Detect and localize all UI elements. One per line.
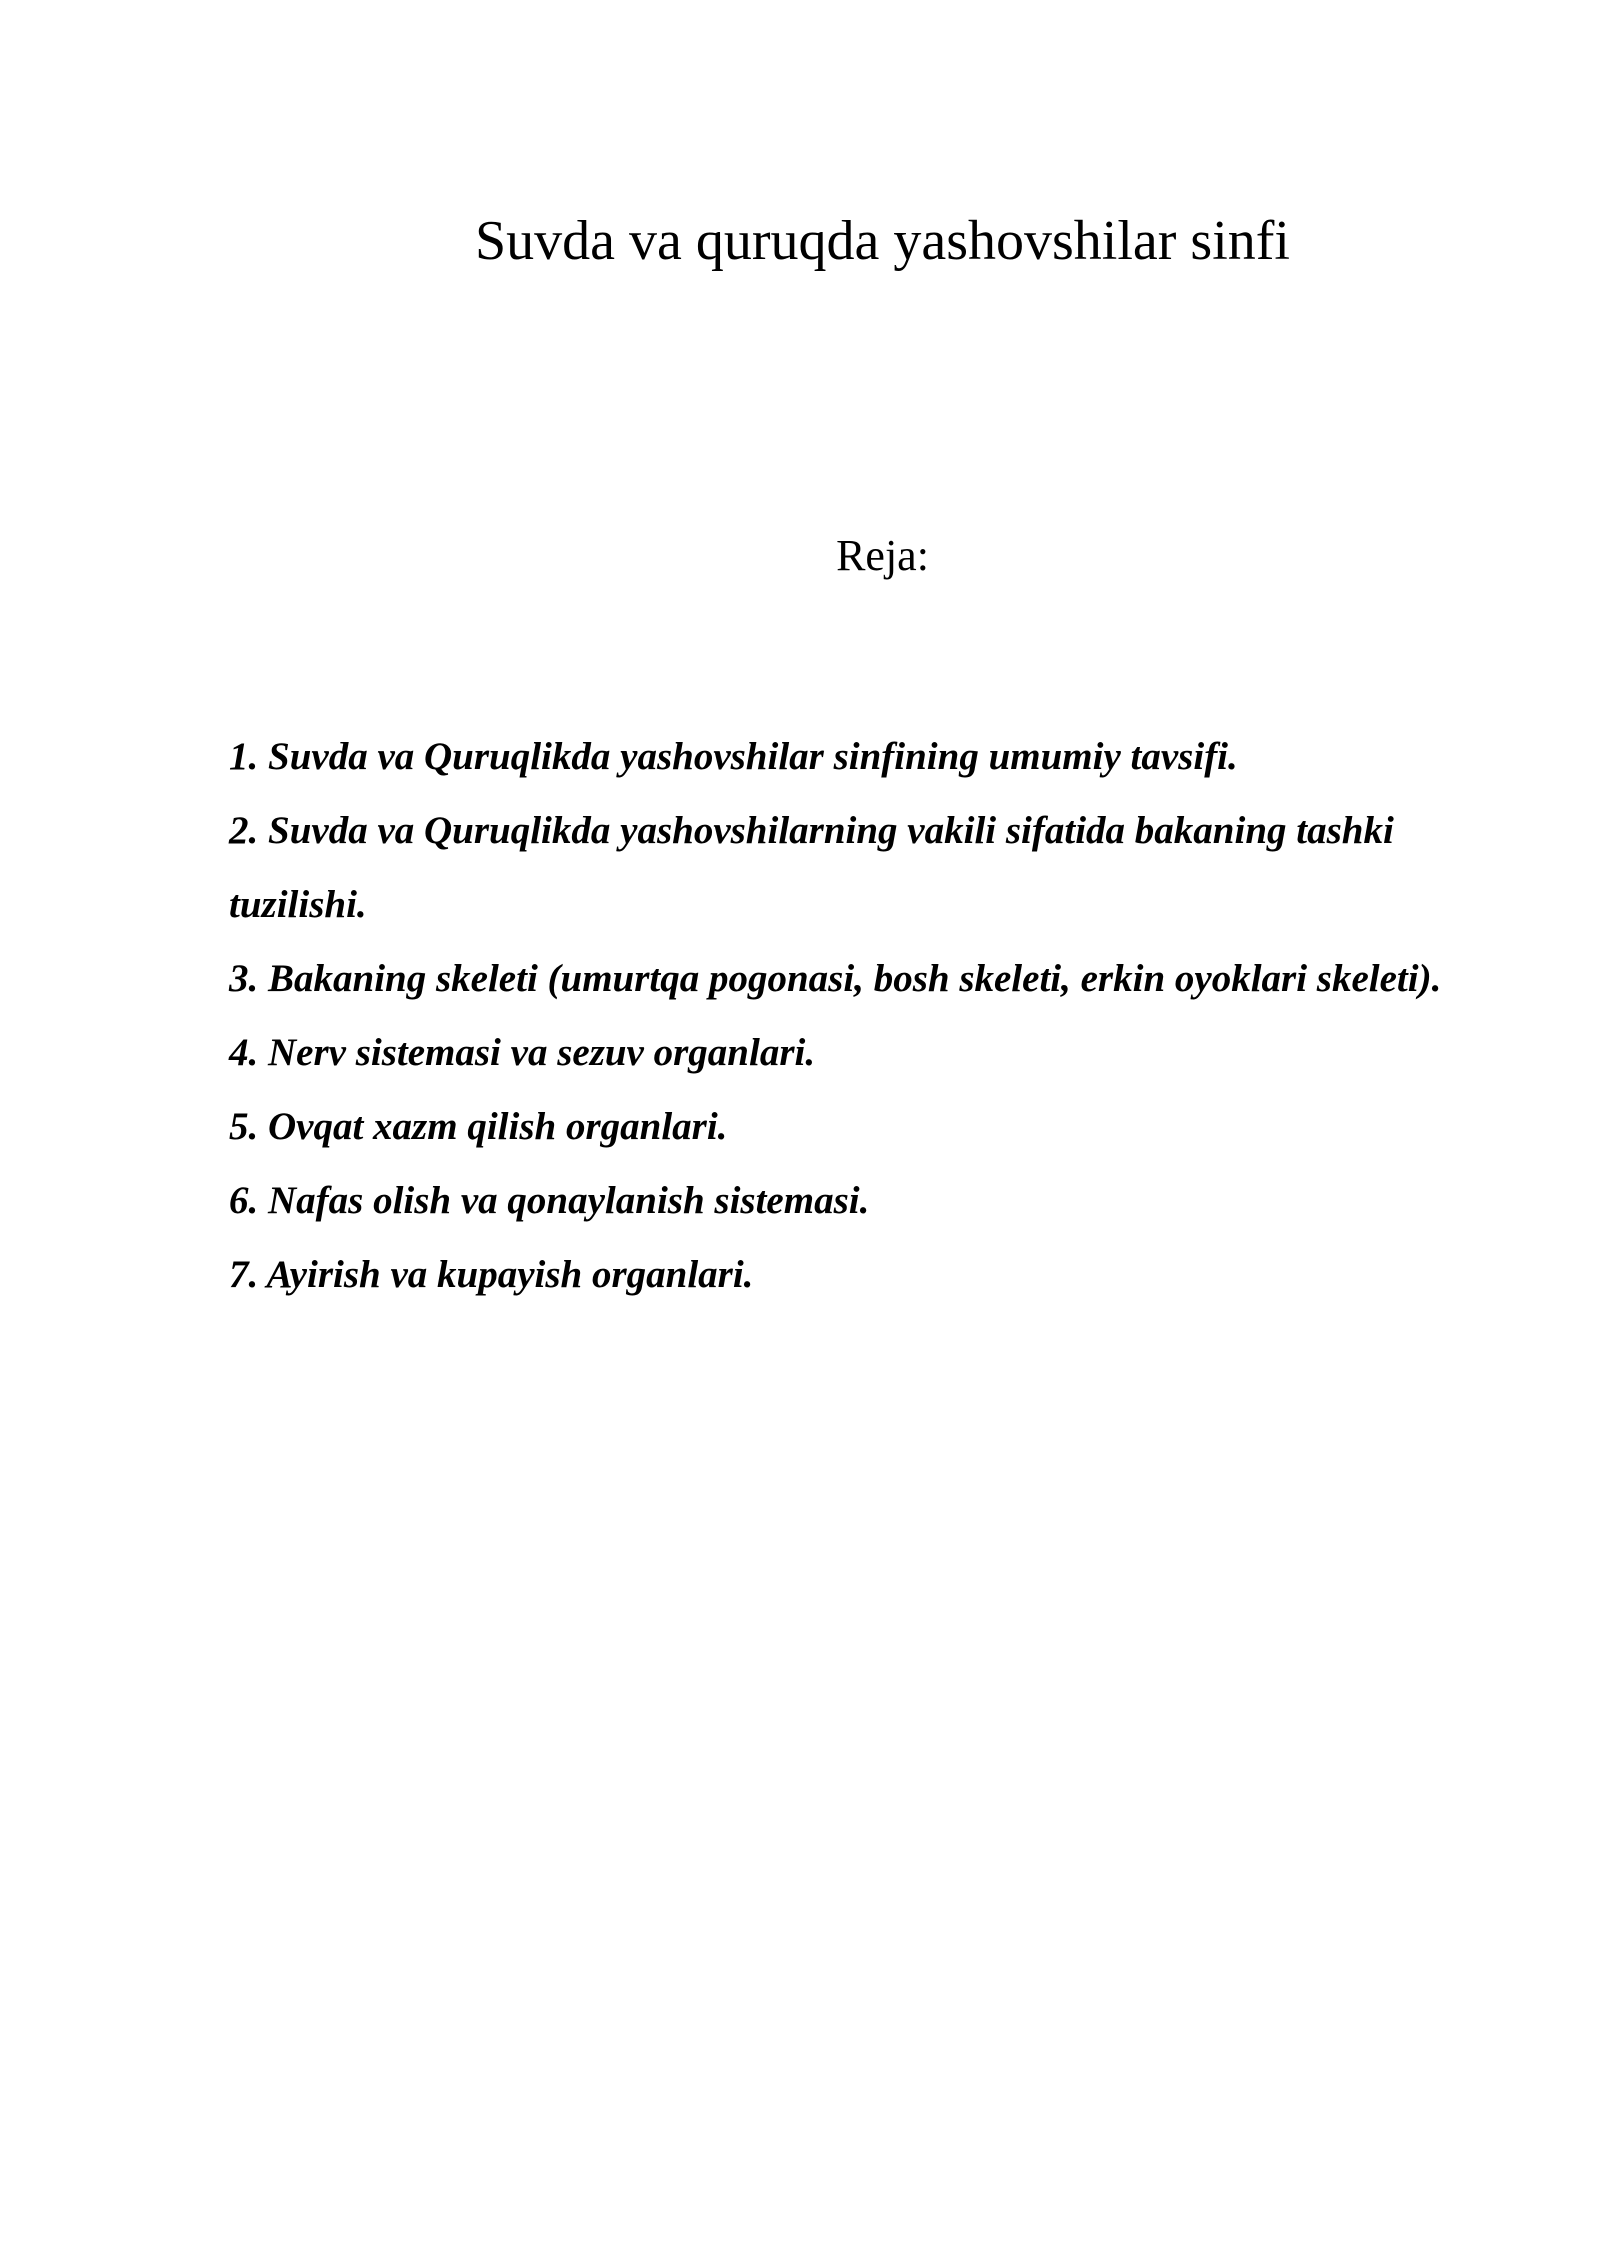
document-title: Suvda va quruqda yashovshilar sinfi — [475, 210, 1290, 272]
plan-list — [229, 720, 1449, 1312]
plan-heading: Reja: — [836, 531, 929, 580]
plan-item-3: 3. Bakaning skeleti (umurtqa pogonasi, bosh skeleti, erkin oyoklari skeleti). — [229, 957, 1442, 1000]
plan-item-5: 5. Ovqat xazm qilish organlari. — [229, 1105, 728, 1148]
plan-item-1: 1. Suvda va Quruqlikda yashovshilar sinfining umumiy tavsifi. — [229, 735, 1238, 778]
plan-item-6: 6. Nafas olish va qonaylanish sistemasi. — [229, 1179, 870, 1222]
plan-item-4: 4. Nerv sistemasi va sezuv organlari. — [229, 1031, 816, 1074]
plan-item-7: 7. Ayirish va kupayish organlari. — [229, 1253, 754, 1296]
plan-item-2: 2. Suvda va Quruqlikda yashovshilarning vakili sifatida bakaning tashki tuzilishi. — [229, 809, 1394, 926]
